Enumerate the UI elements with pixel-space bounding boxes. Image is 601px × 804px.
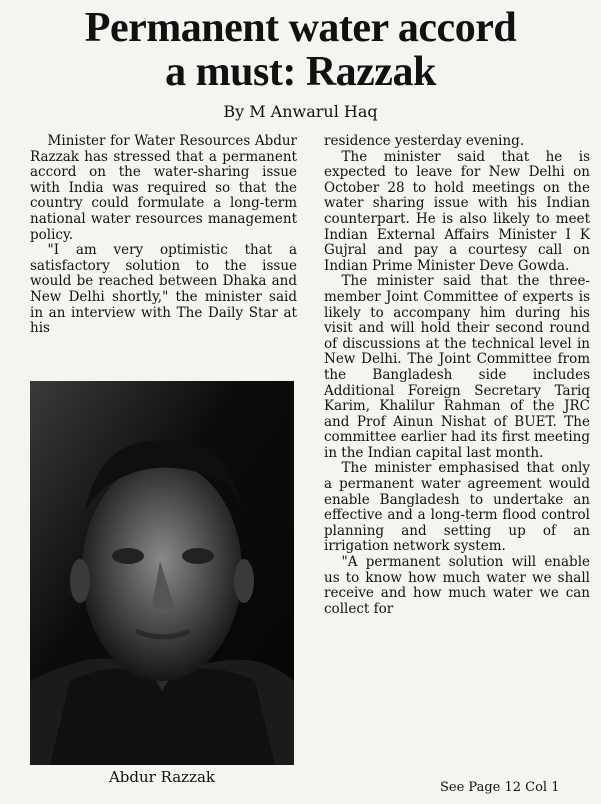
headline: [0, 6, 601, 94]
paragraph: "A permanent solution will enable us to know how much water we shall receive and how much water we can collect for: [324, 554, 590, 617]
photo-caption: Abdur Razzak: [108, 768, 216, 786]
paragraph: Minister for Water Resources Abdur Razzak has stressed that a permanent accord on the water-sharing issue with India was required so that the country could formulate a long-term national water resources management policy.: [30, 133, 297, 243]
paragraph: The minister said that he is expected to leave for New Delhi on October 28 to hold meetings on the water sharing issue with his Indian counterpart. He is also likely to meet Indian External Affairs Minister I K Gujral and pay a courtesy call on Indian Prime Minister Deve Gowda.: [324, 148, 590, 274]
byline: By M Anwarul Haq: [223, 102, 378, 121]
continued-on-page: See Page 12 Col 1: [440, 780, 560, 795]
paragraph: The minister emphasised that only a permanent water agreement would enable Bangladesh to undertake an effective and a long-term flood control planning and setting up of an irrigation network system.: [324, 460, 590, 555]
paragraph: residence yesterday evening.: [324, 133, 525, 149]
right-column: [324, 134, 590, 617]
portrait-image: [30, 381, 294, 765]
left-column: [30, 134, 297, 337]
headline-line-2: a must: Razzak: [165, 49, 436, 95]
headline-line-1: Permanent water accord: [84, 5, 517, 51]
paragraph: The minister said that the three-member Joint Committee of experts is likely to accompany him during his visit and will hold their second round of discussions at the technical level in New Delhi. The Joint Committee from the Bangladesh side includes Additional Foreign Secretary Tariq Karim, Khalilur Rahman of the JRC and Prof Ainun Nishat of BUET. The committee earlier had its first meeting in the Indian capital last month.: [324, 273, 590, 461]
portrait-photo: [30, 381, 294, 765]
paragraph: "I am very optimistic that a satisfactory solution to the issue would be reached between Dhaka and New Delhi shortly," the minister said in an interview with The Daily Star at his: [30, 242, 297, 337]
